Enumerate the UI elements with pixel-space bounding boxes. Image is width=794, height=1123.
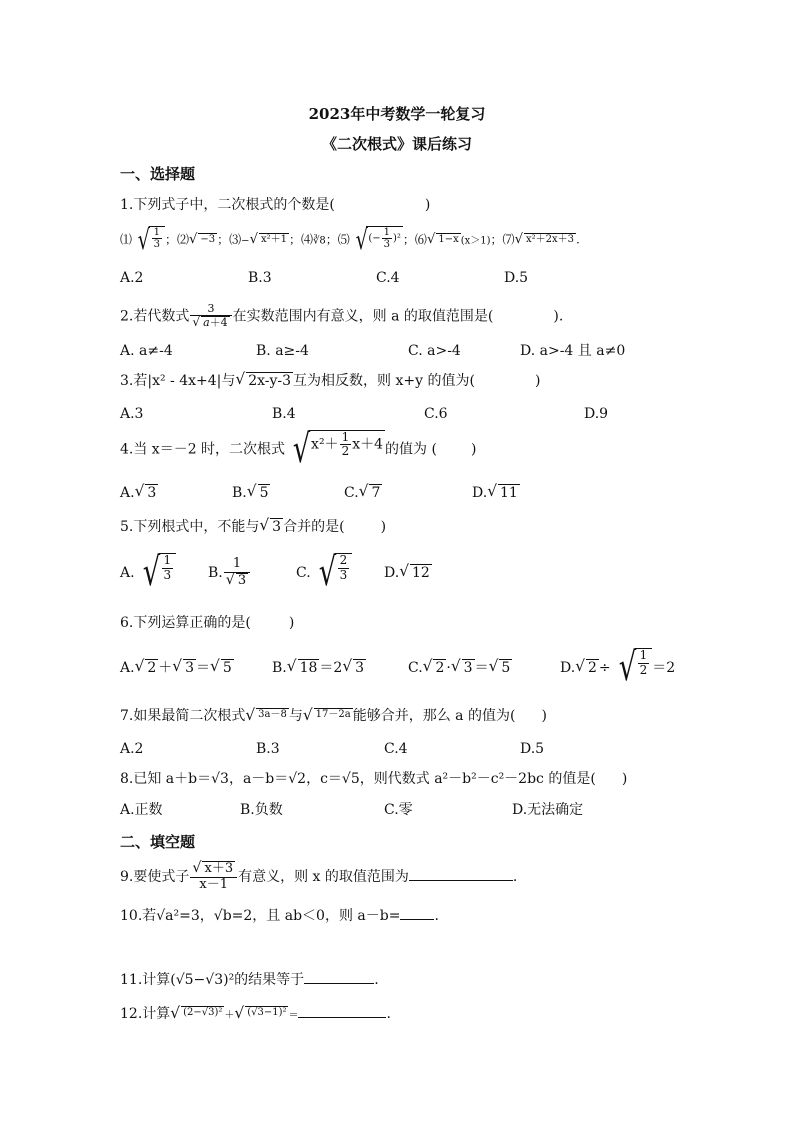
question-4-option-c: C. √ 7 [344, 482, 381, 502]
question-12-answer-blank[interactable] [298, 1003, 386, 1018]
question-3: 3.若|x² - 4x+4|与 √ 2x-y-3 互为相反数，则 x+y 的值为( ) [120, 370, 541, 390]
page-subtitle: 《二次根式》课后练习 [321, 135, 472, 153]
question-1-option-a: A.2 [120, 270, 144, 286]
question-6-option-b: B. √ 18 ＝2 √ 3 [272, 657, 365, 677]
question-8-option-c: C.零 [384, 802, 413, 818]
question-11: 11.计算(√5−√3)²的结果等于 . [120, 969, 379, 990]
question-1-option-c: C.4 [376, 270, 400, 286]
question-3-option-a: A.3 [120, 406, 144, 422]
section-fill-heading: 二、填空题 [120, 833, 196, 851]
question-4-option-a: A. √ 3 [120, 482, 157, 502]
question-3-option-b: B.4 [272, 406, 296, 422]
question-2: 2.若代数式 3 √ a＋4 在实数范围内有意义，则 a 的取值范围是( ). [120, 302, 564, 330]
question-7-option-b: B.3 [256, 741, 280, 757]
question-2-option-c: C. a>-4 [408, 343, 461, 359]
question-9: 9.要使式子 √ x＋3 x－1 有意义，则 x 的取值范围为 . [120, 860, 518, 893]
question-12: 12.计算 √ (2−√3)² ＋ √ (√3−1)² ＝ . [120, 1004, 391, 1023]
question-4-option-b: B. √ 5 [232, 482, 269, 502]
question-11-answer-blank[interactable] [304, 969, 374, 984]
question-8: 8.已知 a＋b＝√3，a－b＝√2，c＝√5，则代数式 a²－b²－c²－2bc 的值是( ) [120, 771, 628, 787]
question-8-option-d: D.无法确定 [512, 802, 584, 818]
question-3-option-c: C.6 [424, 406, 448, 422]
question-5-option-b: B. 1 √ 3 [208, 553, 251, 593]
question-9-answer-blank[interactable] [409, 866, 513, 881]
question-1-stem: 1.下列式子中，二次根式的个数是( [120, 197, 335, 213]
question-5-option-d: D. √ 12 [384, 562, 430, 582]
question-5: 5.下列根式中，不能与 √ 3 合并的是( ) [120, 516, 387, 536]
question-3-option-d: D.9 [584, 406, 609, 422]
question-7-option-d: D.5 [520, 741, 545, 757]
question-4: 4.当 x＝－2 时，二次根式 √ x²＋ $\frac{1}{2}$ x＋4 的值为 ( ) [120, 427, 477, 472]
question-4-option-d: D. √ 11 [472, 482, 518, 502]
question-1-option-b: B.3 [248, 270, 272, 286]
question-6-option-c: C. √ 2 · √ 3 ＝ √ 5 [408, 657, 511, 677]
question-5-option-a: A. √ $\frac{1}{3}$ [120, 553, 176, 593]
question-8-option-b: B.负数 [240, 802, 283, 818]
question-7: 7.如果最简二次根式 √ 3a－8 与 √ 17－2a 能够合并，那么 a 的值为( ) [120, 706, 547, 725]
question-6: 6.下列运算正确的是( ) [120, 615, 295, 631]
question-5-option-c: C. √ $\frac{2}{3}$ [296, 553, 352, 593]
question-10: 10.若√a²=3，√b=2，且 ab＜0，则 a－b= . [120, 905, 439, 926]
question-7-option-a: A.2 [120, 741, 144, 757]
section-choice-heading: 一、选择题 [120, 165, 196, 183]
question-2-option-d: D. a>-4 且 a≠0 [520, 343, 626, 359]
question-2-option-a: A. a≠-4 [120, 343, 173, 359]
question-2-option-b: B. a≥-4 [256, 343, 309, 359]
question-8-option-a: A.正数 [120, 802, 163, 818]
question-6-option-d: D. √ 2 ÷ √ $\frac{1}{2}$ ＝2 [560, 645, 676, 691]
question-1: 1.下列式子中，二次根式的个数是( ) [120, 197, 431, 213]
question-1-option-d: D.5 [504, 270, 529, 286]
question-1-expressions: ⑴ √ $\frac{1}{3}$ ；⑵ √ −3 ；⑶− √ x²＋1 ；⑷∛8；⑸ √ (− $\frac{1}{3}$ )² ；⑹ √ 1−x (x＞1)；⑺ √ x²＋2x＋3 . [120, 223, 580, 256]
question-10-answer-blank[interactable] [400, 905, 434, 920]
page-title: 2023年中考数学一轮复习 [308, 105, 486, 123]
question-7-option-c: C.4 [384, 741, 408, 757]
question-6-option-a: A. √ 2 ＋ √ 3 ＝ √ 5 [120, 657, 232, 677]
